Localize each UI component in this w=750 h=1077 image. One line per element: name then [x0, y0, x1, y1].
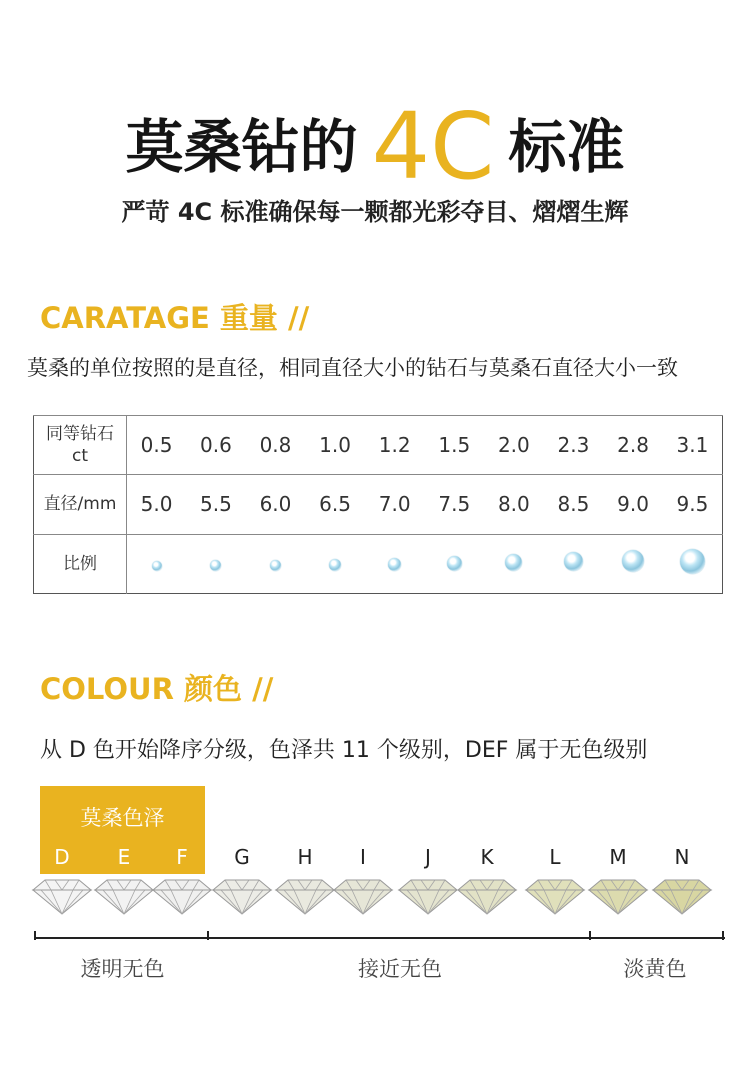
scale-cell: [663, 534, 723, 593]
range-tick-def-end: [207, 931, 209, 940]
diamond-scale-icon: [152, 561, 162, 571]
diamond-scale-icon: [270, 560, 281, 571]
mm-value: 5.5: [186, 475, 246, 534]
diamond-scale-icon: [329, 559, 341, 571]
mm-value: 9.0: [603, 475, 663, 534]
title-pre: 莫桑钻的: [125, 113, 358, 181]
diamond-scale-icon: [210, 560, 221, 571]
scale-cell: [424, 534, 484, 593]
mm-value: 7.5: [424, 475, 484, 534]
mm-row-label: 直径/mm: [34, 475, 127, 534]
range-tick-near-colorless-end: [589, 931, 591, 940]
range-tick-start: [34, 931, 36, 940]
scale-cell: [365, 534, 425, 593]
ct-value: 1.2: [365, 416, 425, 475]
scale-cell: [127, 534, 187, 593]
scale-cell: [484, 534, 544, 593]
range-rule: [35, 937, 725, 939]
ct-value: 0.5: [127, 416, 187, 475]
ct-value: 0.6: [186, 416, 246, 475]
diamond-grade-icon: [651, 876, 713, 916]
mm-value: 6.5: [305, 475, 365, 534]
diamond-grade-icon: [211, 876, 273, 916]
ct-value: 1.0: [305, 416, 365, 475]
diamond-grade-icon: [397, 876, 459, 916]
diamond-scale-icon: [622, 550, 644, 572]
carat-table: [33, 415, 723, 594]
title-accent: 4C: [371, 93, 495, 200]
grade-letter: E: [117, 845, 131, 869]
mm-value: 8.5: [544, 475, 604, 534]
scale-cell: [246, 534, 306, 593]
diamond-scale-icon: [447, 556, 462, 571]
grade-letter: J: [425, 845, 431, 869]
ct-value: 2.8: [603, 416, 663, 475]
ct-row-label: 同等钻石 ct: [34, 416, 127, 475]
scale-cell: [186, 534, 246, 593]
diamond-grade-icon: [151, 876, 213, 916]
ct-value: 2.3: [544, 416, 604, 475]
ct-value: 3.1: [663, 416, 723, 475]
mm-value: 7.0: [365, 475, 425, 534]
diamond-grade-icon: [587, 876, 649, 916]
diamond-grade-icon: [332, 876, 394, 916]
grade-letter: H: [297, 845, 313, 869]
carat-description: 莫桑的单位按照的是直径，相同直径大小的钻石与莫桑石直径大小一致: [27, 356, 678, 380]
ct-value: 1.5: [424, 416, 484, 475]
grade-letter: D: [54, 845, 70, 869]
range-near-colorless: 接近无色: [358, 957, 442, 981]
carat-heading: CARATAGE 重量 //: [40, 301, 310, 335]
diamond-grade-icon: [31, 876, 93, 916]
moissanite-colour-label: 莫桑色泽: [80, 806, 165, 830]
grade-letter: I: [360, 845, 366, 869]
mm-value: 8.0: [484, 475, 544, 534]
mm-row: [34, 475, 723, 534]
grade-letter: M: [609, 845, 627, 869]
scale-cell: [544, 534, 604, 593]
colour-heading: COLOUR 颜色 //: [40, 672, 274, 706]
diamond-grade-icon: [456, 876, 518, 916]
diamond-grade-icon: [93, 876, 155, 916]
scale-cell: [603, 534, 663, 593]
diamond-grade-icon: [274, 876, 336, 916]
mm-value: 6.0: [246, 475, 306, 534]
mm-value: 5.0: [127, 475, 187, 534]
range-faint-yellow: 淡黄色: [623, 957, 687, 981]
page-title: [0, 92, 750, 202]
grade-letter: F: [176, 845, 188, 869]
ct-value: 0.8: [246, 416, 306, 475]
diamond-scale-icon: [505, 554, 522, 571]
page-subtitle: 严苛 4C 标准确保每一颗都光彩夺目、熠熠生辉: [121, 198, 629, 226]
ct-row: [34, 416, 723, 475]
grade-letter: N: [674, 845, 690, 869]
scale-row-label: 比例: [34, 534, 127, 593]
ct-value: 2.0: [484, 416, 544, 475]
range-colorless: 透明无色: [80, 957, 165, 981]
grade-letter: L: [549, 845, 561, 869]
range-tick-end: [722, 931, 724, 940]
diamond-scale-icon: [564, 552, 583, 571]
grade-letter: K: [480, 845, 494, 869]
scale-row: [34, 534, 723, 593]
diamond-grade-icon: [524, 876, 586, 916]
grade-letter: G: [234, 845, 250, 869]
mm-value: 9.5: [663, 475, 723, 534]
scale-cell: [305, 534, 365, 593]
diamond-scale-icon: [680, 549, 705, 574]
title-post: 标准: [508, 113, 625, 181]
colour-description: 从 D 色开始降序分级，色泽共 11 个级别，DEF 属于无色级别: [40, 738, 648, 763]
diamond-scale-icon: [388, 558, 401, 571]
